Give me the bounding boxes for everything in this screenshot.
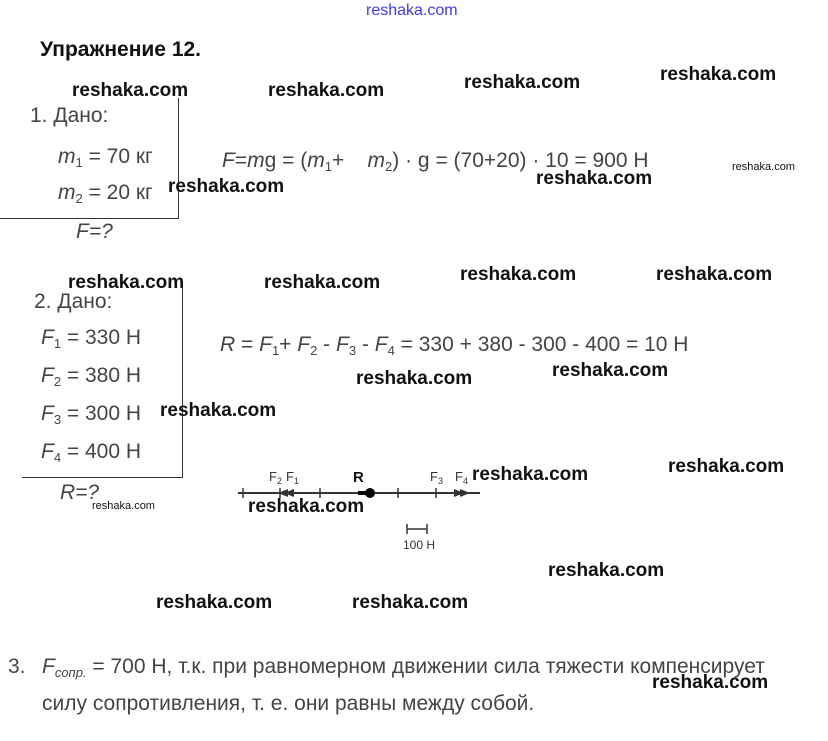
given-f3: $F_3 = 300$ Н bbox=[41, 402, 142, 427]
exercise-title: Упражнение 12. bbox=[40, 38, 202, 61]
problem1-heading: 1. Дано: bbox=[30, 104, 109, 127]
given-box-2-right bbox=[182, 285, 183, 478]
problem1-find bbox=[76, 220, 113, 244]
watermark-small: reshaka.com bbox=[92, 500, 155, 512]
watermark: reshaka.com bbox=[536, 168, 653, 189]
watermark: reshaka.com bbox=[168, 176, 285, 197]
watermark: reshaka.com bbox=[356, 368, 473, 389]
given-box-2-bottom bbox=[22, 477, 183, 478]
problem3-line2: силу сопротивления, т. е. они равны между собой. bbox=[42, 692, 535, 715]
problem3-text1: = 700 Н, т.к. при равномерном движении сила тяжести компенсирует bbox=[86, 655, 765, 678]
problem2-formula: $R = F_1+ F_2 - F_3 - F_4 = 330 + 380 - 300 - 400 = 10$ Н bbox=[220, 333, 689, 358]
m1-symbol: m bbox=[58, 145, 76, 168]
watermark: reshaka.com bbox=[68, 272, 185, 293]
given-f2: $F_2 = 380$ Н bbox=[41, 364, 142, 389]
label-r: R bbox=[353, 469, 364, 486]
watermark: reshaka.com bbox=[656, 264, 773, 285]
given-f4: $F_4 = 400$ Н bbox=[41, 440, 142, 465]
f-resist-symbol: F bbox=[42, 655, 55, 678]
watermark: reshaka.com bbox=[268, 80, 385, 101]
watermark: reshaka.com bbox=[652, 672, 769, 693]
m1-index: 1 bbox=[75, 155, 83, 170]
watermark: reshaka.com bbox=[264, 272, 381, 293]
problem2-heading: 2. Дано: bbox=[34, 290, 113, 313]
given-m1 bbox=[58, 145, 153, 170]
given-m2 bbox=[58, 181, 153, 206]
scale-bar bbox=[407, 524, 427, 534]
given-box-1-right bbox=[178, 98, 179, 219]
given-box-1-bottom bbox=[0, 218, 179, 219]
watermark-small: reshaka.com bbox=[732, 161, 795, 173]
watermark: reshaka.com bbox=[548, 560, 665, 581]
scale-label: 100 Н bbox=[403, 538, 436, 552]
watermark: reshaka.com bbox=[156, 592, 273, 613]
watermark: reshaka.com bbox=[160, 400, 277, 421]
watermark: reshaka.com bbox=[668, 456, 785, 477]
r-point bbox=[365, 488, 375, 498]
m2-index: 2 bbox=[75, 191, 83, 206]
label-f1: $F_1$ bbox=[286, 469, 299, 486]
top-watermark: reshaka.com bbox=[366, 2, 458, 19]
m2-symbol: m bbox=[58, 181, 76, 204]
watermark: reshaka.com bbox=[464, 72, 581, 93]
watermark: reshaka.com bbox=[472, 464, 589, 485]
find-r: R=? bbox=[60, 481, 100, 504]
watermark: reshaka.com bbox=[72, 80, 189, 101]
find-f: F=? bbox=[76, 220, 113, 243]
label-f2: $F_2$ bbox=[269, 469, 282, 486]
problem1-formula: $F=mg = (m_1+$ $m_2) \cdot g = (70+20) \cdot 10 = 900$ Н bbox=[222, 149, 649, 174]
m2-value: = 20 кг bbox=[82, 181, 153, 204]
problem3-number: 3. bbox=[8, 655, 26, 678]
given-f1: $F_1 = 330$ Н bbox=[41, 326, 142, 351]
watermark: reshaka.com bbox=[248, 496, 365, 517]
watermark: reshaka.com bbox=[552, 360, 669, 381]
m1-value: = 70 кг bbox=[82, 145, 153, 168]
watermark: reshaka.com bbox=[352, 592, 469, 613]
label-f4: $F_4$ bbox=[455, 469, 468, 486]
label-f3: $F_3$ bbox=[430, 469, 443, 486]
watermark: reshaka.com bbox=[660, 64, 777, 85]
f-resist-index: сопр. bbox=[54, 665, 87, 680]
watermark: reshaka.com bbox=[460, 264, 577, 285]
